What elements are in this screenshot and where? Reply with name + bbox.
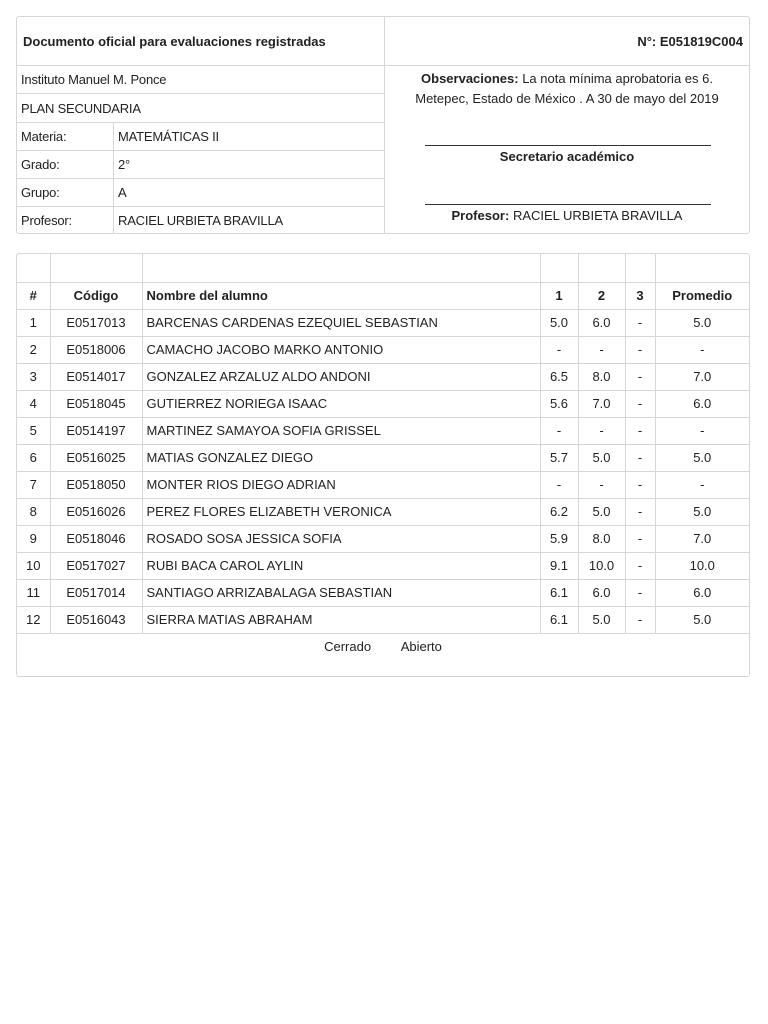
eval-2-cell: 5.0: [578, 498, 625, 525]
row-number-cell: 7: [17, 471, 50, 498]
average-cell: -: [655, 417, 749, 444]
student-code-cell: E0518006: [50, 336, 142, 363]
eval-3-cell: -: [625, 579, 655, 606]
eval-2-cell: -: [578, 471, 625, 498]
row-number-cell: 4: [17, 390, 50, 417]
col-eval2-header: 2: [578, 282, 625, 309]
eval-1-cell: 5.0: [540, 309, 578, 336]
observations-block: [385, 69, 749, 109]
eval-1-cell: 6.5: [540, 363, 578, 390]
secretary-label: Secretario académico: [499, 149, 635, 164]
group-label: Grupo:: [21, 185, 60, 200]
col-code-header: Código: [50, 282, 142, 309]
eval-3-cell: -: [625, 525, 655, 552]
eval-3-cell: -: [625, 552, 655, 579]
eval-2-cell: 8.0: [578, 525, 625, 552]
eval-3-cell: -: [625, 606, 655, 633]
grades-table: [17, 254, 749, 660]
eval-1-cell: -: [540, 417, 578, 444]
eval-2-cell: 10.0: [578, 552, 625, 579]
average-cell: -: [655, 336, 749, 363]
institute-name: Instituto Manuel M. Ponce: [21, 72, 167, 87]
student-name-cell: GUTIERREZ NORIEGA ISAAC: [142, 390, 540, 417]
eval-3-cell: -: [625, 363, 655, 390]
average-cell: 5.0: [655, 498, 749, 525]
row-number-cell: 1: [17, 309, 50, 336]
student-code-cell: E0518046: [50, 525, 142, 552]
observations-text: La nota mínima aprobatoria es 6.: [522, 71, 713, 86]
open-label: Abierto: [400, 639, 442, 655]
student-code-cell: E0516026: [50, 498, 142, 525]
student-name-cell: BARCENAS CARDENAS EZEQUIEL SEBASTIAN: [142, 309, 540, 336]
eval-3-cell: -: [625, 390, 655, 417]
professor-signature-label: Profesor:: [451, 208, 510, 223]
student-name-cell: RUBI BACA CAROL AYLIN: [142, 552, 540, 579]
col-eval1-header: 1: [540, 282, 578, 309]
place-date: Metepec, Estado de México . A 30 de mayo del 2019: [415, 91, 719, 106]
student-code-cell: E0516043: [50, 606, 142, 633]
col-average-header: Promedio: [655, 282, 749, 309]
evaluation-header-card: [16, 16, 750, 234]
student-name-cell: SANTIAGO ARRIZABALAGA SEBASTIAN: [142, 579, 540, 606]
eval-1-cell: 5.6: [540, 390, 578, 417]
professor-signature-block: [385, 206, 749, 226]
table-row: [17, 471, 749, 498]
table-row: [17, 579, 749, 606]
row-number-cell: 3: [17, 363, 50, 390]
eval-3-cell: -: [625, 444, 655, 471]
average-cell: 7.0: [655, 525, 749, 552]
eval-1-cell: -: [540, 336, 578, 363]
eval-2-cell: -: [578, 417, 625, 444]
eval-2-cell: -: [578, 336, 625, 363]
row-number-cell: 6: [17, 444, 50, 471]
table-header-row: [17, 282, 749, 309]
table-row: [17, 390, 749, 417]
student-code-cell: E0518045: [50, 390, 142, 417]
col-eval3-header: 3: [625, 282, 655, 309]
average-cell: 6.0: [655, 390, 749, 417]
table-row: [17, 552, 749, 579]
eval-1-cell: 6.2: [540, 498, 578, 525]
professor-signature-name: RACIEL URBIETA BRAVILLA: [512, 208, 683, 223]
row-number-cell: 11: [17, 579, 50, 606]
eval-2-cell: 6.0: [578, 579, 625, 606]
eval-3-cell: -: [625, 498, 655, 525]
table-row: [17, 498, 749, 525]
eval-1-cell: 9.1: [540, 552, 578, 579]
col-number-header: #: [17, 282, 50, 309]
eval-3-cell: -: [625, 417, 655, 444]
student-code-cell: E0517014: [50, 579, 142, 606]
student-code-cell: E0514197: [50, 417, 142, 444]
plan-name: PLAN SECUNDARIA: [21, 100, 141, 116]
table-row: [17, 363, 749, 390]
document-number: N°: E051819C004: [637, 33, 743, 49]
eval-2-cell: 5.0: [578, 444, 625, 471]
student-name-cell: MONTER RIOS DIEGO ADRIAN: [142, 471, 540, 498]
row-number-cell: 5: [17, 417, 50, 444]
subject-label: Materia:: [21, 129, 67, 144]
student-name-cell: SIERRA MATIAS ABRAHAM: [142, 606, 540, 633]
table-footer-row: [17, 633, 749, 660]
student-name-cell: MARTINEZ SAMAYOA SOFIA GRISSEL: [142, 417, 540, 444]
eval-3-cell: -: [625, 336, 655, 363]
eval-3-cell: -: [625, 309, 655, 336]
eval-1-cell: 5.7: [540, 444, 578, 471]
student-name-cell: CAMACHO JACOBO MARKO ANTONIO: [142, 336, 540, 363]
eval-2-cell: 6.0: [578, 309, 625, 336]
table-row: [17, 444, 749, 471]
eval-1-cell: 6.1: [540, 606, 578, 633]
table-row: [17, 525, 749, 552]
table-row: [17, 336, 749, 363]
eval-2-cell: 8.0: [578, 363, 625, 390]
table-row: [17, 309, 749, 336]
professor-value: RACIEL URBIETA BRAVILLA: [118, 213, 283, 228]
eval-2-cell: 7.0: [578, 390, 625, 417]
eval-1-cell: 5.9: [540, 525, 578, 552]
grade-label: Grado:: [21, 157, 60, 172]
subject-value: MATEMÁTICAS II: [118, 129, 219, 144]
secretary-signature-line: [425, 145, 711, 146]
student-name-cell: GONZALEZ ARZALUZ ALDO ANDONI: [142, 363, 540, 390]
observations-label: Observaciones:: [421, 71, 519, 86]
closed-label: Cerrado: [324, 639, 372, 655]
eval-1-cell: -: [540, 471, 578, 498]
row-number-cell: 12: [17, 606, 50, 633]
eval-3-cell: -: [625, 471, 655, 498]
average-cell: 5.0: [655, 444, 749, 471]
row-number-cell: 10: [17, 552, 50, 579]
student-code-cell: E0517013: [50, 309, 142, 336]
row-number-cell: 9: [17, 525, 50, 552]
student-name-cell: ROSADO SOSA JESSICA SOFIA: [142, 525, 540, 552]
student-code-cell: E0518050: [50, 471, 142, 498]
student-name-cell: PEREZ FLORES ELIZABETH VERONICA: [142, 498, 540, 525]
student-name-cell: MATIAS GONZALEZ DIEGO: [142, 444, 540, 471]
average-cell: 5.0: [655, 606, 749, 633]
table-row: [17, 606, 749, 633]
average-cell: 6.0: [655, 579, 749, 606]
average-cell: 5.0: [655, 309, 749, 336]
professor-signature-line: [425, 204, 711, 205]
student-code-cell: E0516025: [50, 444, 142, 471]
grades-table-card: [16, 253, 750, 677]
professor-label: Profesor:: [21, 213, 72, 228]
col-name-header: Nombre del alumno: [142, 282, 540, 309]
student-code-cell: E0514017: [50, 363, 142, 390]
group-value: A: [118, 185, 127, 200]
eval-2-cell: 5.0: [578, 606, 625, 633]
student-code-cell: E0517027: [50, 552, 142, 579]
average-cell: 7.0: [655, 363, 749, 390]
grade-value: 2°: [118, 157, 131, 172]
table-spacer-row: [17, 254, 749, 282]
eval-1-cell: 6.1: [540, 579, 578, 606]
average-cell: 10.0: [655, 552, 749, 579]
row-number-cell: 2: [17, 336, 50, 363]
document-title: Documento oficial para evaluaciones registradas: [23, 33, 326, 49]
row-number-cell: 8: [17, 498, 50, 525]
table-row: [17, 417, 749, 444]
average-cell: -: [655, 471, 749, 498]
